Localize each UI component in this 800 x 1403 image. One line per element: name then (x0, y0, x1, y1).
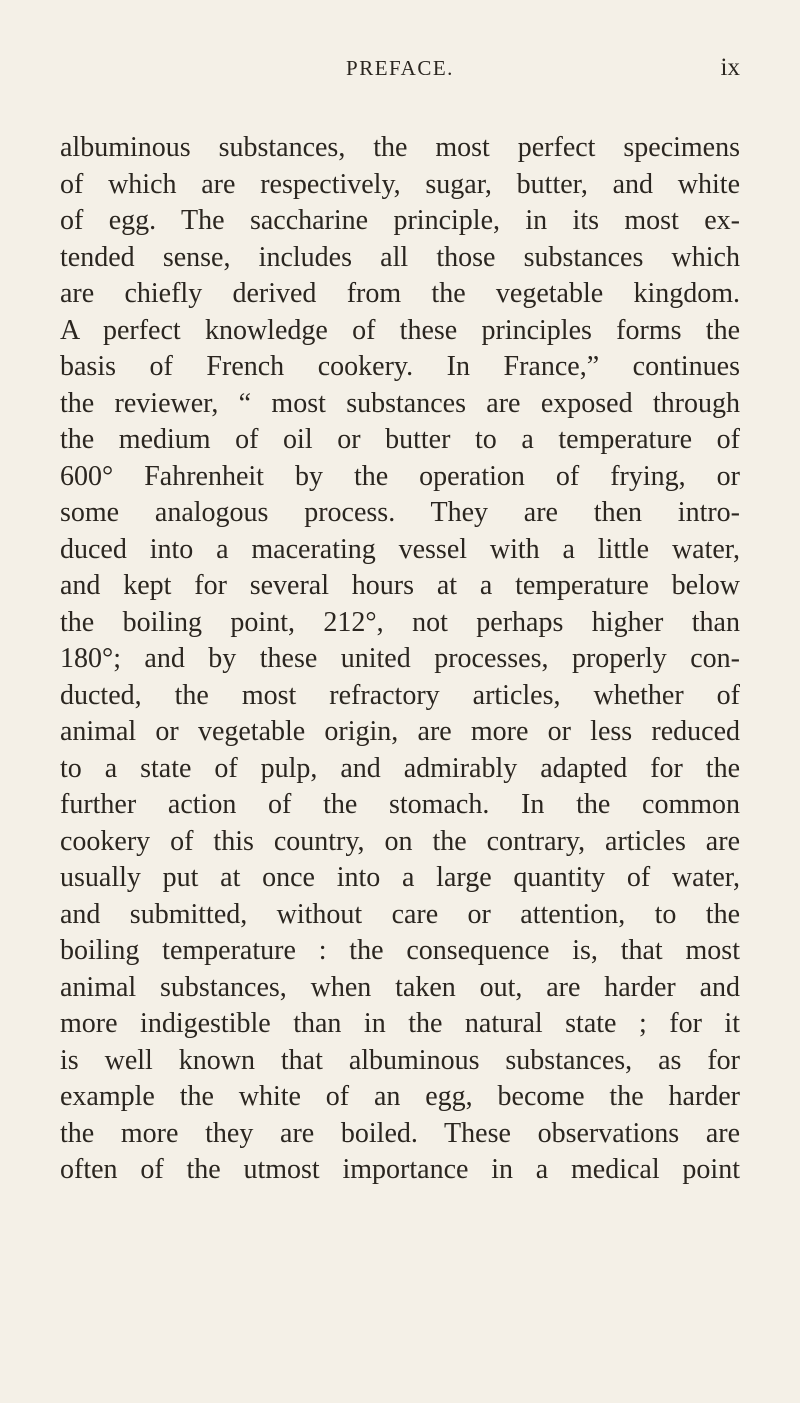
text-line: example the white of an egg, become the harder (60, 1081, 740, 1112)
text-line: the medium of oil or butter to a temperature of (60, 424, 740, 455)
text-line: of which are respectively, sugar, butter, and white (60, 168, 740, 200)
text-line: animal substances, when taken out, are harder and (60, 971, 740, 1003)
running-head (60, 56, 740, 86)
text-line: animal or vegetable origin, are more or less reduced (60, 716, 740, 747)
text-line: boiling temperature : the consequence is, that most (60, 935, 740, 966)
page-number: ix (720, 54, 740, 81)
text-line: more indigestible than in the natural state ; for it (60, 1008, 740, 1039)
text-line: usually put at once into a large quantity of water, (60, 862, 740, 893)
text-line: ducted, the most refractory articles, whether of (60, 679, 740, 711)
text-line: tended sense, includes all those substances which (60, 241, 740, 273)
text-line: and submitted, without care or attention, to the (60, 898, 740, 930)
text-line: albuminous substances, the most perfect specimens (60, 132, 740, 163)
text-line: the boiling point, 212°, not perhaps higher than (60, 606, 740, 638)
text-line: 600° Fahrenheit by the operation of frying, or (60, 460, 740, 492)
text-line: basis of French cookery. In France,” continues (60, 351, 740, 382)
text-line: further action of the stomach. In the common (60, 789, 740, 820)
text-line: A perfect knowledge of these principles forms the (60, 314, 740, 346)
text-line: are chiefly derived from the vegetable kingdom. (60, 278, 740, 309)
text-line: duced into a macerating vessel with a little water, (60, 533, 740, 565)
text-line: 180°; and by these united processes, properly con- (60, 643, 740, 674)
body-text (60, 130, 740, 1189)
text-line: the reviewer, “ most substances are exposed through (60, 387, 740, 419)
text-line: the more they are boiled. These observations are (60, 1117, 740, 1149)
text-line: some analogous process. They are then intro- (60, 497, 740, 528)
text-line: cookery of this country, on the contrary, articles are (60, 825, 740, 857)
text-line: often of the utmost importance in a medical point (60, 1154, 740, 1185)
text-line: and kept for several hours at a temperature below (60, 570, 740, 601)
text-line: of egg. The saccharine principle, in its most ex- (60, 205, 740, 236)
text-line: is well known that albuminous substances, as for (60, 1044, 740, 1076)
text-line: to a state of pulp, and admirably adapted for the (60, 752, 740, 784)
running-title: PREFACE. (346, 56, 454, 80)
